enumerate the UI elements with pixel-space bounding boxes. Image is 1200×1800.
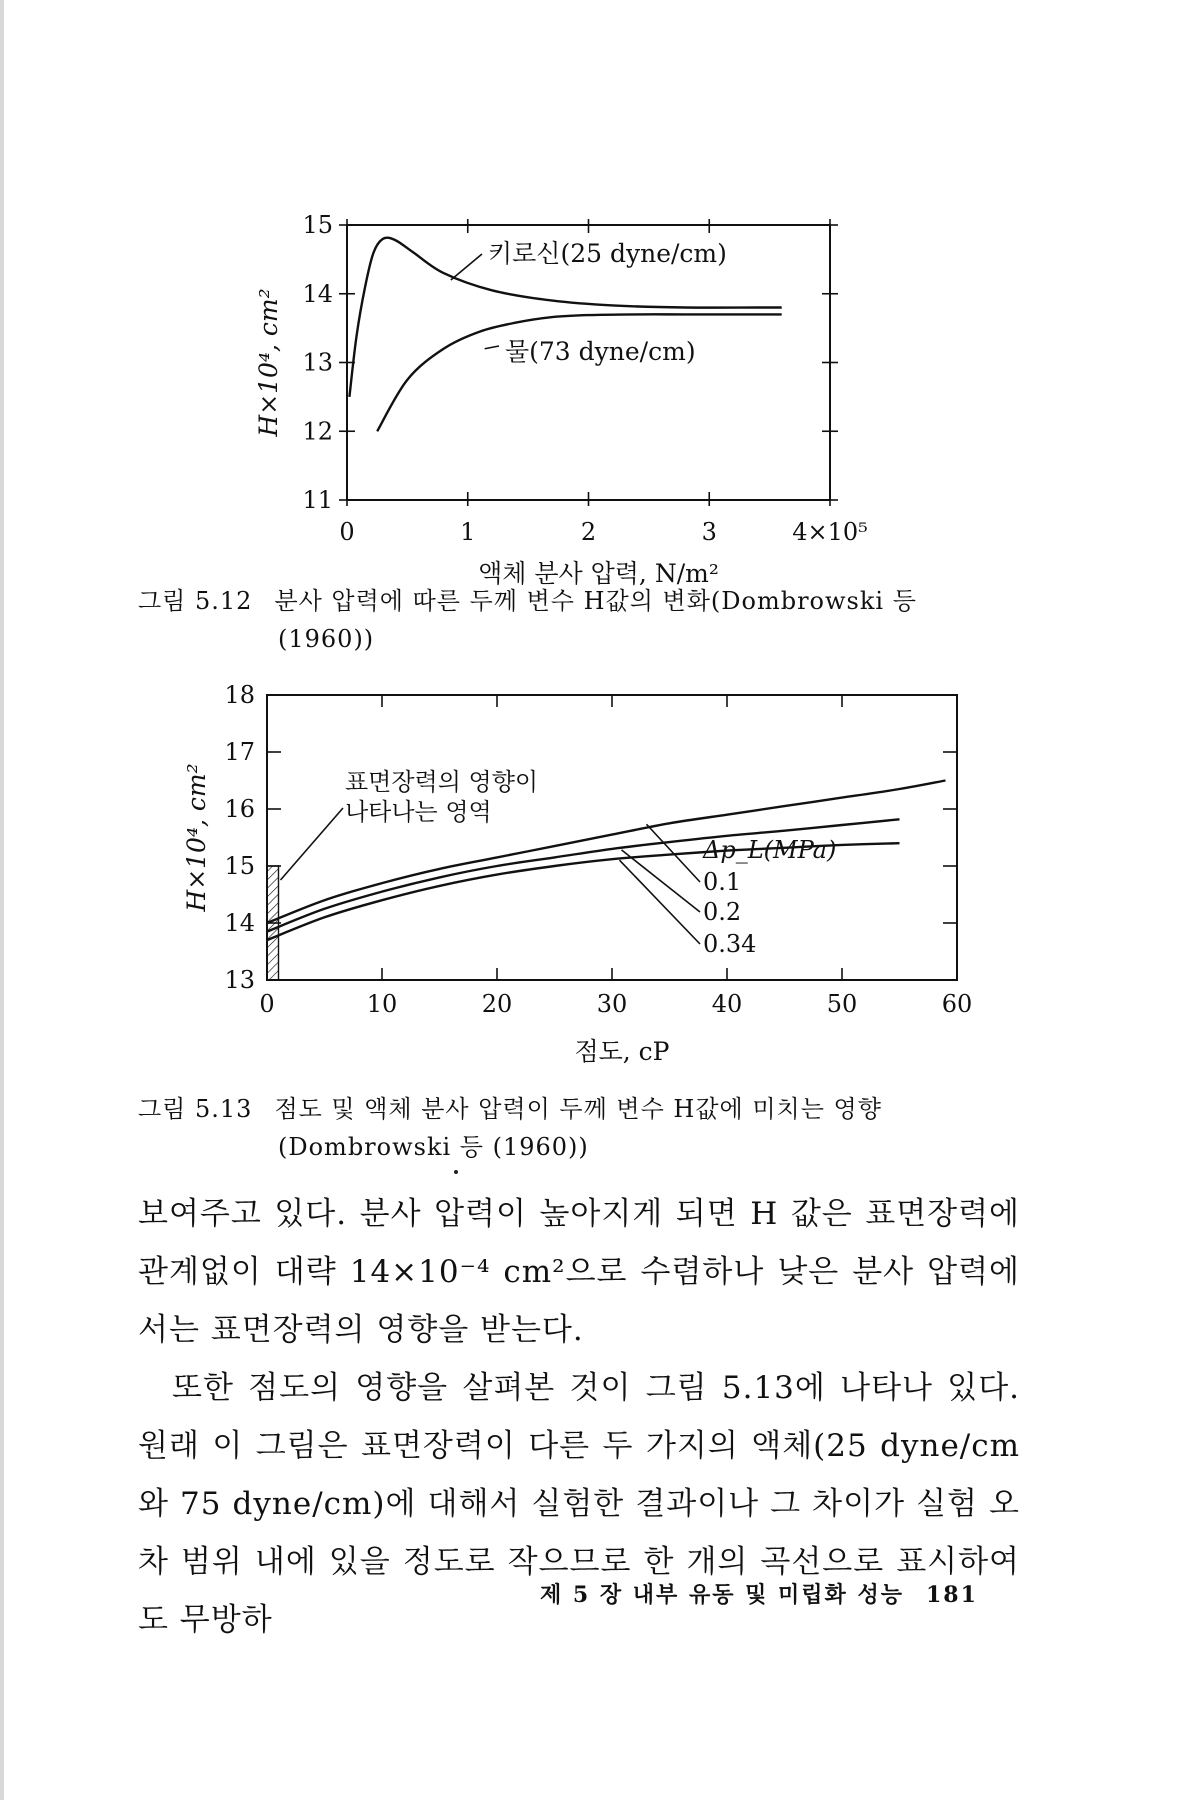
print-dot [454, 1170, 458, 1174]
x-tick-label: 50 [826, 990, 858, 1018]
y-tick-label: 11 [302, 486, 333, 514]
x-axis-label: 액체 분사 압력, N/m² [478, 559, 719, 588]
x-tick-label: 2 [580, 518, 597, 546]
caption-text-continued: (Dombrowski 등 (1960)) [278, 1133, 589, 1161]
y-tick-label: 13 [302, 348, 333, 377]
x-axis-label: 점도, cP [574, 1037, 670, 1066]
x-tick-label: 30 [596, 990, 628, 1018]
x-tick-label: 1 [460, 518, 476, 546]
series-label-leader [485, 346, 499, 349]
caption-label: 그림 5.12 [138, 587, 253, 615]
annotation-leader [281, 808, 344, 880]
x-tick-label: 4×10⁵ [792, 518, 868, 546]
y-tick-label: 18 [224, 681, 255, 709]
legend-title: Δp_L(MPa) [703, 836, 837, 864]
y-tick-label: 14 [302, 279, 333, 308]
annotation-line-2: 나타나는 영역 [345, 798, 492, 826]
y-axis-label: H×10⁴, cm² [182, 763, 211, 912]
figure-5-12-caption [138, 582, 1018, 658]
legend-entry: 0.1 [703, 868, 742, 896]
y-tick-label: 12 [302, 417, 333, 446]
series-label-leader [451, 254, 482, 280]
y-tick-label: 16 [224, 795, 255, 823]
y-tick-label: 13 [224, 966, 255, 994]
legend-entry: 0.34 [703, 930, 757, 958]
x-tick-label: 3 [701, 518, 717, 546]
footer-chapter: 제 5 장 내부 유동 및 미립화 성능 [540, 1582, 904, 1608]
series-label: 물(73 dyne/cm) [505, 337, 696, 366]
x-tick-label: 60 [941, 990, 973, 1018]
figure-5-13-chart [0, 680, 1200, 1100]
figure-5-13-caption [138, 1090, 1018, 1166]
x-tick-label: 0 [259, 990, 275, 1018]
caption-text: 분사 압력에 따른 두께 변수 H값의 변화(Dombrowski 등 [274, 587, 917, 615]
y-tick-label: 14 [224, 909, 255, 937]
x-tick-label: 20 [481, 990, 513, 1018]
running-footer [540, 1578, 978, 1609]
page-number: 181 [925, 1582, 978, 1608]
series-line [377, 314, 782, 431]
y-tick-label: 15 [302, 211, 333, 239]
y-tick-label: 17 [224, 738, 255, 766]
annotation-line-1: 표면장력의 영향이 [345, 768, 539, 796]
x-tick-label: 0 [339, 518, 355, 546]
caption-text-continued: (1960)) [278, 625, 375, 653]
x-tick-label: 10 [366, 990, 398, 1018]
series-label: 키로신(25 dyne/cm) [488, 239, 727, 268]
caption-label: 그림 5.13 [138, 1095, 253, 1123]
x-tick-label: 40 [711, 990, 743, 1018]
caption-text: 점도 및 액체 분사 압력이 두께 변수 H값에 미치는 영향 [274, 1095, 882, 1123]
paragraph-1: 보여주고 있다. 분사 압력이 높아지게 되면 H 값은 표면장력에 관계없이 대략 14×10⁻⁴ cm²으로 수렴하나 낮은 분사 압력에서는 표면장력의 영향을 받는다. [138, 1196, 1020, 1348]
y-axis-label: H×10⁴, cm² [254, 288, 283, 437]
y-tick-label: 15 [224, 852, 255, 880]
plot-frame [267, 695, 957, 980]
legend-entry: 0.2 [703, 898, 742, 926]
paragraph-2: 또한 점도의 영향을 살펴본 것이 그림 5.13에 나타나 있다. 원래 이 그림은 표면장력이 다른 두 가지의 액체(25 dyne/cm와 75 dyne/cm)에 대해서 실험한 결과이나 그 차이가 실험 오차 범위 내에 있을 정도로 작으므로 한 개의 곡선으로 표시하여도 무방하 [138, 1370, 1020, 1638]
